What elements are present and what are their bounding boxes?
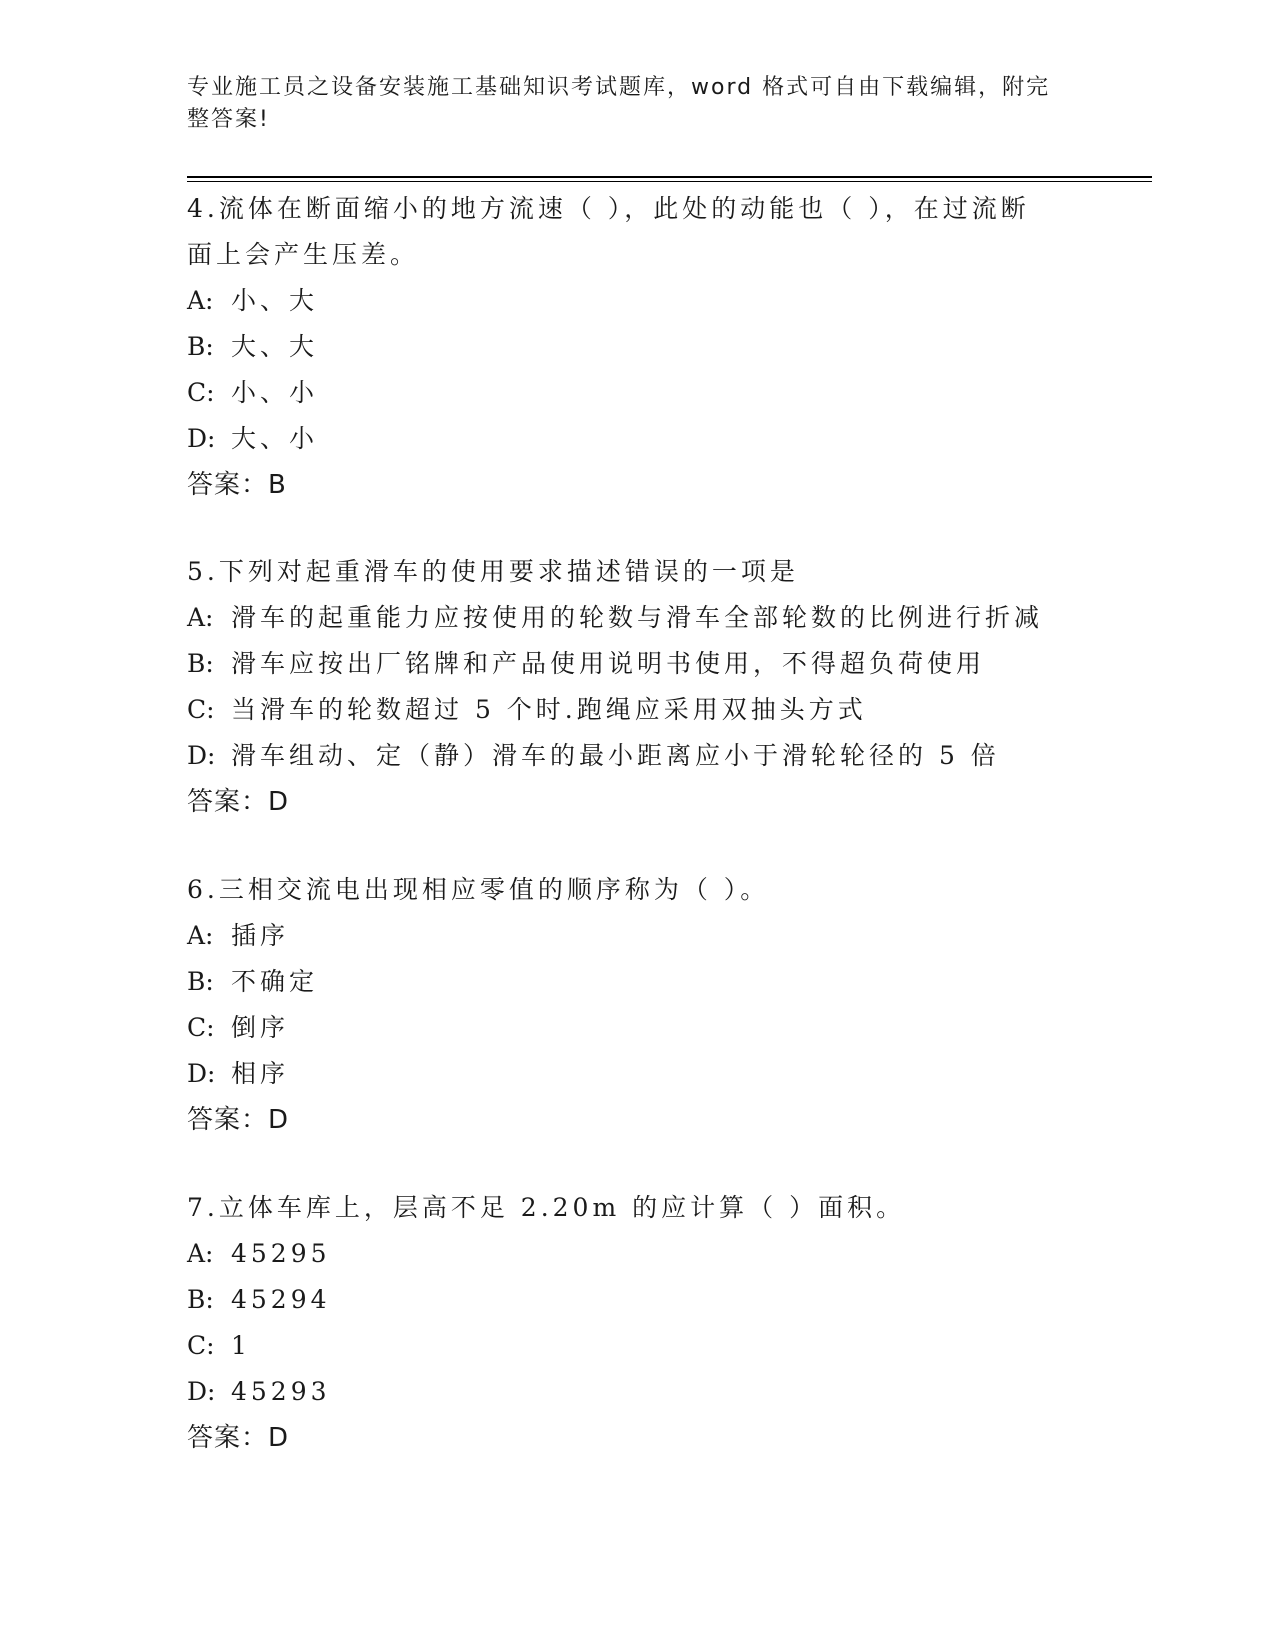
option-text: 小、小	[231, 378, 319, 407]
option-label: D:	[187, 1059, 216, 1088]
header-divider-thin	[187, 181, 1152, 182]
option-text: 小、大	[231, 286, 319, 315]
option-text: 相序	[231, 1059, 290, 1088]
option-text: 大、大	[231, 332, 319, 361]
option-a	[187, 595, 1087, 641]
question-stem: 4.流体在断面缩小的地方流速（ ），此处的动能也（ ），在过流断	[187, 194, 1030, 223]
option-b	[187, 1277, 1087, 1323]
question-6	[187, 867, 1087, 1143]
option-text: 插序	[231, 921, 290, 950]
option-text: 当滑车的轮数超过 5 个时.跑绳应采用双抽头方式	[231, 695, 867, 724]
option-text: 滑车的起重能力应按使用的轮数与滑车全部轮数的比例进行折减	[231, 603, 1044, 632]
option-c	[187, 687, 1087, 733]
header-divider-thick	[187, 176, 1152, 178]
option-label: A:	[187, 603, 214, 632]
option-d	[187, 733, 1087, 779]
option-c	[187, 1323, 1087, 1369]
option-label: B:	[187, 1285, 214, 1314]
question-stem: 5.下列对起重滑车的使用要求描述错误的一项是	[187, 557, 799, 586]
option-d	[187, 1369, 1087, 1415]
option-label: D:	[187, 1377, 216, 1406]
option-a	[187, 913, 1087, 959]
question-stem: 6.三相交流电出现相应零值的顺序称为（ ）。	[187, 875, 770, 904]
option-label: B:	[187, 967, 214, 996]
option-text: 45294	[231, 1285, 331, 1314]
question-7	[187, 1185, 1087, 1461]
option-text: 滑车应按出厂铭牌和产品使用说明书使用，不得超负荷使用	[231, 649, 986, 678]
option-label: A:	[187, 286, 214, 315]
option-label: D:	[187, 741, 216, 770]
option-text: 45293	[231, 1377, 331, 1406]
option-d	[187, 1051, 1087, 1097]
option-text: 1	[231, 1331, 251, 1360]
option-label: C:	[187, 1331, 215, 1360]
option-text: 倒序	[231, 1013, 290, 1042]
option-text: 大、小	[231, 424, 319, 453]
option-text: 45295	[231, 1239, 331, 1268]
option-label: A:	[187, 921, 214, 950]
header-line-1: 专业施工员之设备安装施工基础知识考试题库，word 格式可自由下载编辑，附完	[187, 75, 1051, 100]
option-c	[187, 1005, 1087, 1051]
answer-line: 答案：D	[187, 1105, 290, 1135]
option-label: C:	[187, 1013, 215, 1042]
question-4	[187, 186, 1087, 508]
answer-line: 答案：D	[187, 787, 290, 817]
option-label: C:	[187, 695, 215, 724]
option-d	[187, 416, 1087, 462]
option-label: A:	[187, 1239, 214, 1268]
document-header	[187, 72, 1067, 136]
option-text: 不确定	[231, 967, 319, 996]
option-a	[187, 1231, 1087, 1277]
option-text: 滑车组动、定（静）滑车的最小距离应小于滑轮轮径的 5 倍	[231, 741, 1000, 770]
option-label: C:	[187, 378, 215, 407]
option-b	[187, 959, 1087, 1005]
option-b	[187, 324, 1087, 370]
option-label: D:	[187, 424, 216, 453]
header-line-2: 整答案!	[187, 107, 270, 132]
option-label: B:	[187, 649, 214, 678]
option-c	[187, 370, 1087, 416]
option-label: B:	[187, 332, 214, 361]
question-5	[187, 549, 1087, 825]
answer-line: 答案：D	[187, 1423, 290, 1453]
question-stem: 7.立体车库上，层高不足 2.20m 的应计算（ ）面积。	[187, 1193, 906, 1222]
option-b	[187, 641, 1087, 687]
option-a	[187, 278, 1087, 324]
answer-line: 答案：B	[187, 470, 287, 500]
question-stem-continued: 面上会产生压差。	[187, 240, 420, 269]
